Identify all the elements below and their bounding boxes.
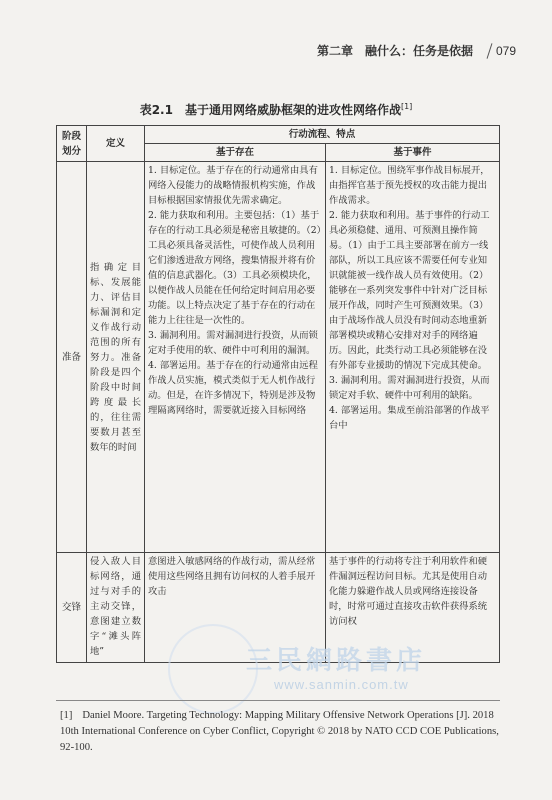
table-header-row: [57, 126, 500, 144]
table-title-footnote-ref: [1]: [400, 102, 413, 111]
existence-based-cell: [145, 162, 326, 553]
header-process: 行动流程、特点: [145, 126, 500, 144]
definition-text: 侵入敌人目标网络，通过与对手的主动交锋，意图建立数字“滩头阵地”: [90, 556, 141, 657]
event-item: 2. 能力获取和利用。基于事件的行动工具必须稳健、通用、可预测且操作简易。（1）由于工具主要部署在前方一线部队，所以工具应该不需要任何专业知识就能被一线作战人员有效使用。（2）能够在一系列突发事件中针对广泛目标展开作战，同时产生可预测效果。（3）由于战场作战人员没有时间动态地重新部署模块或精心安排对对手的网络遍历。因此，此类行动工具必须能够在没有外部专业援助的情况下完成其使命。: [329, 210, 490, 371]
operations-table: [56, 125, 500, 663]
phase-cell: 准备: [57, 162, 87, 553]
header-event-based: 基于事件: [326, 144, 500, 162]
watermark-url: www.sanmin.com.tw: [274, 677, 409, 692]
table-caption: [0, 101, 552, 118]
running-header: [0, 42, 516, 59]
existence-item: 4. 部署运用。基于存在的行动通常由远程作战人员实施，模式类似于无人机作战行动。但是，在许多情况下，特别是涉及物理隔离网络时，需要就近接入目标网络: [148, 360, 318, 416]
footnote-marker: [1]: [60, 710, 73, 721]
existence-based-cell: [145, 553, 326, 663]
chapter-title: 第二章 融什么：任务是依据: [316, 44, 473, 58]
definition-cell: [87, 162, 145, 553]
definition-cell: [87, 553, 145, 663]
table-row-engage: [57, 553, 500, 663]
page-number: 079: [495, 43, 516, 58]
event-based-cell: [326, 162, 500, 553]
phase-cell: 交锋: [57, 553, 87, 663]
existence-item: 3. 漏洞利用。需对漏洞进行投资，从而锁定对手使用的软、硬件中可利用的漏洞。: [148, 330, 318, 356]
event-item: 4. 部署运用。集成至前沿部署的作战平台中: [329, 405, 490, 431]
footnote-divider: [56, 700, 500, 701]
header-existence-based: 基于存在: [145, 144, 326, 162]
definition-text: 指确定目标、发展能力、评估目标漏洞和定义作战行动范围的所有努力。准备阶段是四个阶段中时间跨度最长的，往往需要数月甚至数年的时间: [90, 261, 141, 453]
table-row-prepare: [57, 162, 500, 553]
existence-item: 2. 能力获取和利用。主要包括：（1）基于存在的行动工具必须是秘密且敏捷的。（2）工具必须具备灵活性，可使作战人员利用它们渗透进敌方网络，搜集情报并将有价值的信息武器化。（3）工具必须模块化，以便作战人员能在任何给定时间启用必要功能。以上特点决定了基于存在的行动在能力上往往是一次性的。: [148, 210, 322, 326]
event-item: 3. 漏洞利用。需对漏洞进行投资，从而锁定对手软、硬件中可利用的缺陷。: [329, 375, 490, 401]
header-separator: [487, 43, 493, 59]
table-title: 表2.1 基于通用网络威胁框架的进攻性网络作战: [139, 103, 401, 117]
footnote-text: Daniel Moore. Targeting Technology: Mapping Military Offensive Network Operations [J]. 2018 10th International Conference on Cyber Conflict, Copyright © 2018 by NATO CCD COE Publications, 92-100.: [60, 710, 499, 753]
existence-item: 意图进入敏感网络的作战行动，需从经常使用这些网络且拥有访问权的人着手展开攻击: [148, 556, 316, 597]
existence-item: 1. 目标定位。基于存在的行动通常由具有网络入侵能力的战略情报机构实施，作战目标根据国家情报优先需求确定。: [148, 165, 318, 206]
event-item: 基于事件的行动将专注于利用软件和硬件漏洞远程访问目标。尤其是使用自动化能力躲避作战人员或网络连接设备时，时常可通过直接攻击软件获得系统访问权: [329, 556, 488, 627]
footnote: [60, 708, 500, 756]
event-based-cell: [326, 553, 500, 663]
event-item: 1. 目标定位。围绕军事作战目标展开，由指挥官基于预先授权的攻击能力提出作战需求。: [329, 165, 490, 206]
watermark-name: 三民網路書店: [246, 646, 427, 676]
header-definition: 定义: [87, 126, 145, 162]
header-phase: 阶段划分: [57, 126, 87, 162]
